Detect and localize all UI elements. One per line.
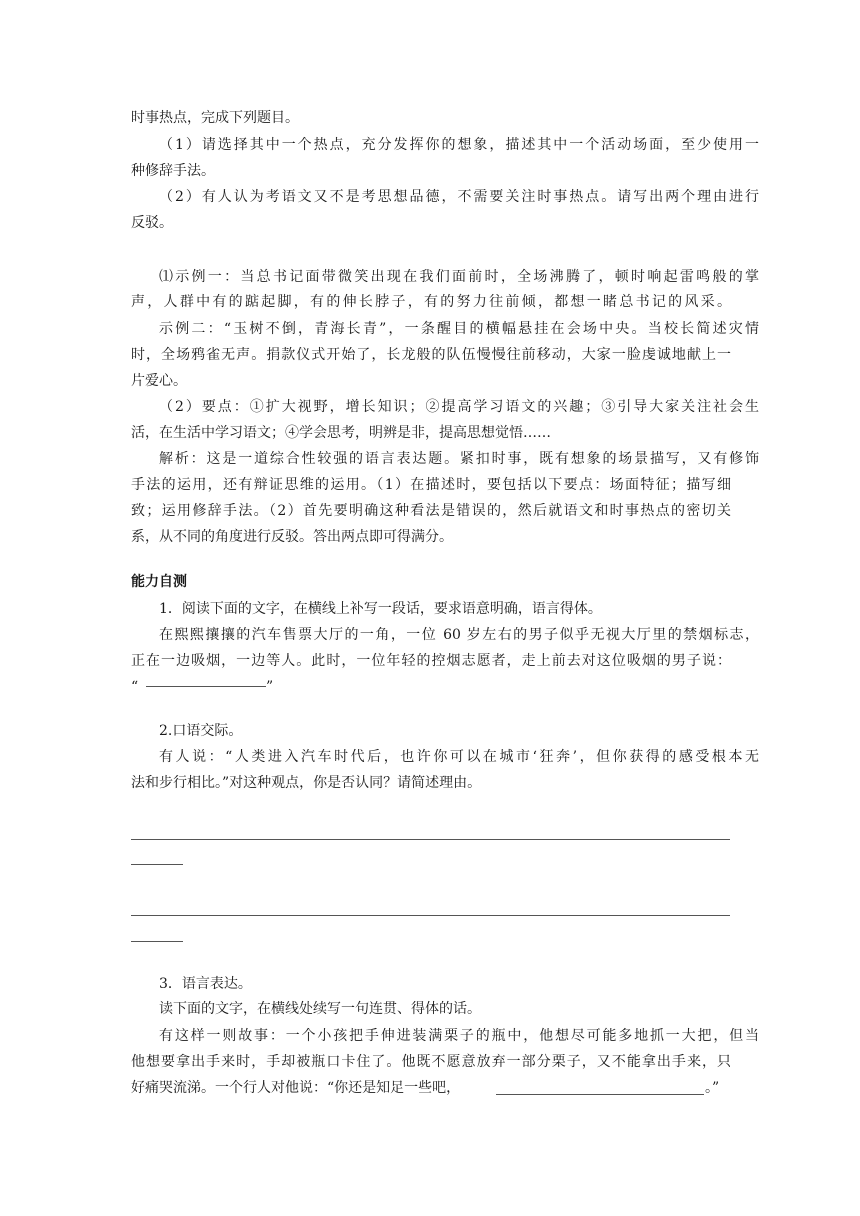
intro-line: 时事热点，完成下列题目。 bbox=[131, 110, 299, 126]
analysis-text-end: 系，从不同的角度进行反驳。答出两点即可得满分。 bbox=[131, 529, 453, 545]
exercise-3-title: 3．语言表达。 bbox=[159, 976, 252, 992]
answer-blank-line[interactable] bbox=[496, 1094, 704, 1095]
exercise-3-instruction: 读下面的文字，在横线处续写一句连贯、得体的话。 bbox=[159, 1001, 481, 1017]
exercise-2-passage-cont: 法和步行相比。”对这种观点，你是否认同？请简述理由。 bbox=[131, 775, 482, 791]
question-1-text-cont: 种修辞手法。 bbox=[131, 163, 215, 179]
exercise-3-passage: 有这样一则故事：一个小孩把手伸进装满栗子的瓶中，他想尽可能多地抓一大把，但当 bbox=[159, 1028, 759, 1044]
exercise-2-title: 2.口语交际。 bbox=[159, 723, 243, 739]
exercise-1-passage-cont: 正在一边吸烟，一边等人。此时，一位年轻的控烟志愿者，走上前去对这位吸烟的男子说： bbox=[131, 653, 731, 669]
answer-points: （2）要点：①扩大视野，增长知识；②提高学习语文的兴趣；③引导大家关注社会生 bbox=[159, 399, 759, 415]
answer-points-cont: 活，在生活中学习语文；④学会思考，明辨是非，提高思想觉悟…… bbox=[131, 425, 551, 441]
open-quote: “ bbox=[131, 679, 139, 695]
exercise-2-passage: 有人说：“人类进入汽车时代后，也许你可以在城市‘狂奔’，但你获得的感受根本无 bbox=[159, 749, 759, 765]
analysis-text: 解析：这是一道综合性较强的语言表达题。紧扣时事，既有想象的场景描写，又有修饰 bbox=[159, 451, 759, 467]
exercise-3-passage-cont: 他想要拿出手来时，手却被瓶口卡住了。他既不愿意放弃一部分栗子，又不能拿出手来，只 bbox=[131, 1054, 731, 1070]
answer-example-2-end: 片爱心。 bbox=[131, 373, 187, 389]
answer-blank-line[interactable] bbox=[131, 839, 730, 840]
question-1-text: （1）请选择其中一个热点，充分发挥你的想象，描述其中一个活动场面，至少使用一 bbox=[159, 137, 759, 153]
answer-example-1-cont: 声，人群中有的踮起脚，有的伸长脖子，有的努力往前倾，都想一睹总书记的风采。 bbox=[131, 294, 731, 310]
answer-example-2: 示例二：“玉树不倒，青海长青”，一条醒目的横幅悬挂在会场中央。当校长简述灾情 bbox=[159, 321, 759, 337]
analysis-text-cont: 致；运用修辞手法。（2）首先要明确这种看法是错误的，然后就语文和时事热点的密切关 bbox=[131, 503, 731, 519]
closing-punctuation: 。” bbox=[705, 1080, 720, 1096]
answer-blank-line[interactable] bbox=[131, 864, 183, 865]
exercise-1-title: 1．阅读下面的文字，在横线上补写一段话，要求语意明确，语言得体。 bbox=[159, 601, 602, 617]
answer-example-2-cont: 时，全场鸦雀无声。捐款仪式开始了，长龙般的队伍慢慢往前移动，大家一脸虔诚地献上一 bbox=[131, 347, 731, 363]
close-quote: ” bbox=[266, 679, 274, 695]
answer-blank-line[interactable] bbox=[131, 941, 183, 942]
question-2-text-cont: 反驳。 bbox=[131, 215, 173, 231]
question-2-text: （2）有人认为考语文又不是考思想品德，不需要关注时事热点。请写出两个理由进行 bbox=[159, 189, 759, 205]
answer-example-1: ⑴示例一：当总书记面带微笑出现在我们面前时，全场沸腾了，顿时响起雷鸣般的掌 bbox=[159, 269, 759, 285]
exercise-3-passage-end: 好痛哭流涕。一个行人对他说：“你还是知足一些吧， bbox=[131, 1080, 461, 1096]
analysis-text-cont: 手法的运用，还有辩证思维的运用。（1）在描述时，要包括以下要点：场面特征；描写细 bbox=[131, 477, 731, 493]
answer-blank-line[interactable] bbox=[131, 915, 730, 916]
section-heading: 能力自测 bbox=[131, 574, 187, 590]
answer-blank-line[interactable] bbox=[146, 686, 266, 687]
exercise-1-passage: 在熙熙攘攘的汽车售票大厅的一角，一位 60 岁左右的男子似乎无视大厅里的禁烟标志， bbox=[159, 627, 759, 643]
